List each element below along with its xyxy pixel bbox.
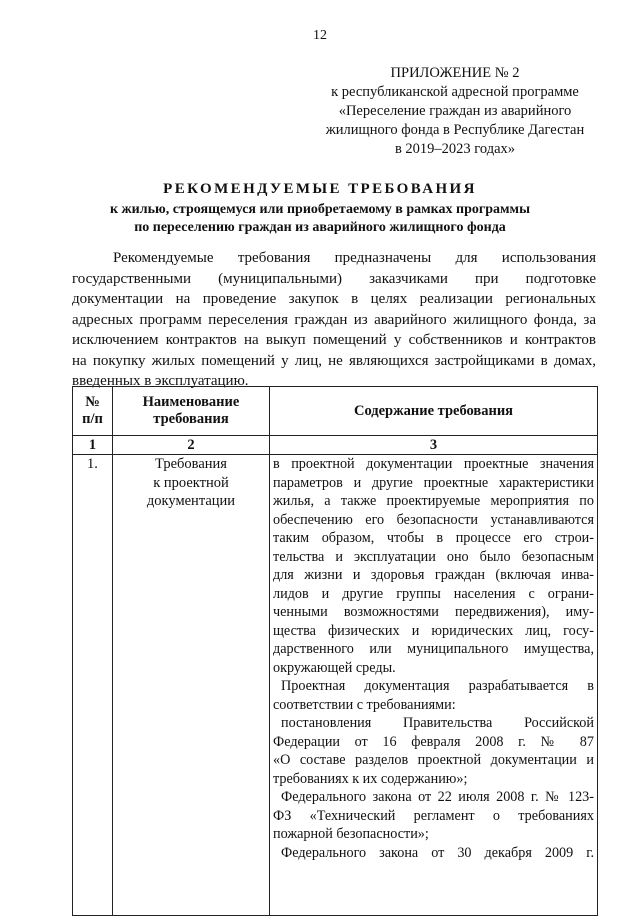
row-name-line: документации bbox=[146, 493, 236, 509]
content-line: для жизни и здоровья граждан (включая инва- bbox=[273, 567, 594, 583]
intro-line: Рекомендуемые требования предназначены для использования bbox=[113, 250, 596, 266]
subtitle-line: к жилью, строящемуся или приобретаемому в рамках программы bbox=[109, 202, 531, 217]
row-name bbox=[113, 455, 270, 916]
content-line: Федерального закона от 30 декабря 2009 г. bbox=[281, 844, 594, 861]
column-number: 2 bbox=[113, 436, 270, 455]
column-number: 1 bbox=[73, 436, 113, 455]
appendix-line: «Переселение граждан из аварийного bbox=[338, 103, 572, 119]
row-name-line: Требования bbox=[155, 456, 227, 472]
appendix-header bbox=[300, 64, 610, 159]
content-line: жилья, а также проектируемые мероприятия по bbox=[273, 493, 594, 509]
row-content bbox=[270, 455, 598, 916]
header-name-line: Наименование bbox=[142, 394, 240, 410]
content-line: постановления Правительства Российской bbox=[281, 715, 594, 731]
content-line: обеспечению его безопасности устанавливаются bbox=[273, 511, 594, 528]
table-header-row bbox=[73, 387, 598, 436]
content-line: Федерального закона от 22 июля 2008 г. № 123- bbox=[281, 789, 594, 805]
page-number: 12 bbox=[313, 28, 327, 43]
content-line: требованиях к их содержанию»; bbox=[273, 770, 468, 787]
content-line: пожарной безопасности»; bbox=[273, 826, 429, 842]
document-subtitle bbox=[0, 201, 640, 237]
header-num-line: № bbox=[85, 394, 100, 410]
intro-line: на покупку жилых помещений у лиц, не являющихся застройщиками в домах, bbox=[72, 352, 596, 369]
content-line: Федерации от 16 февраля 2008 г. № 87 bbox=[273, 733, 594, 750]
header-name-line: требования bbox=[153, 411, 229, 427]
column-number-row bbox=[73, 436, 598, 455]
content-line: окружающей среды. bbox=[273, 659, 396, 676]
document-title: РЕКОМЕНДУЕМЫЕ ТРЕБОВАНИЯ bbox=[163, 181, 477, 197]
content-line: ченными возможностями передвижения), иму- bbox=[273, 604, 594, 620]
content-line: соответствии с требованиями: bbox=[273, 696, 456, 713]
content-line: в проектной документации проектные значения bbox=[273, 456, 594, 472]
header-num-line: п/п bbox=[82, 411, 103, 427]
appendix-line: в 2019–2023 годах» bbox=[394, 141, 516, 157]
content-line: лидов и другие группы населения с ограни- bbox=[273, 585, 594, 602]
content-line: параметров и другие проектные характеристики bbox=[273, 474, 594, 491]
intro-paragraph bbox=[72, 248, 596, 392]
row-name-line: к проектной bbox=[153, 474, 229, 491]
content-line: тельства и эксплуатации оно было безопасным bbox=[273, 548, 594, 565]
requirements-table bbox=[72, 386, 598, 916]
header-num bbox=[73, 387, 113, 436]
appendix-line: жилищного фонда в Республике Дагестан bbox=[325, 122, 585, 138]
intro-line: введенных в эксплуатацию. bbox=[72, 373, 249, 389]
intro-line: государственными (муниципальными) заказчиками при подготовке bbox=[72, 270, 596, 287]
subtitle-line: по переселению граждан из аварийного жилищного фонда bbox=[134, 220, 506, 235]
content-line: дарственного или муниципального имущества, bbox=[273, 641, 594, 657]
content-line: Проектная документация разрабатывается в bbox=[281, 678, 594, 694]
appendix-line: к республиканской адресной программе bbox=[331, 84, 579, 100]
content-line: «О составе разделов проектной документации и bbox=[273, 752, 594, 768]
intro-line: документации на проведение закупок в целях реализации региональных bbox=[72, 291, 596, 307]
row-number: 1. bbox=[73, 455, 113, 916]
header-content: Содержание требования bbox=[270, 387, 598, 436]
header-name bbox=[113, 387, 270, 436]
content-line: таким образом, чтобы в процессе его строи- bbox=[273, 530, 594, 546]
intro-line: адресных программ переселения граждан из аварийного жилищного фонда, за bbox=[72, 311, 596, 328]
appendix-title: ПРИЛОЖЕНИЕ № 2 bbox=[390, 65, 520, 81]
content-line: щества физических и юридических лиц, госу- bbox=[273, 622, 594, 639]
content-line: ФЗ «Технический регламент о требованиях bbox=[273, 807, 594, 824]
intro-line: исключением контрактов на выкуп помещений у собственников и контрактов bbox=[72, 332, 596, 348]
column-number: 3 bbox=[270, 436, 598, 455]
table-row bbox=[73, 455, 598, 916]
